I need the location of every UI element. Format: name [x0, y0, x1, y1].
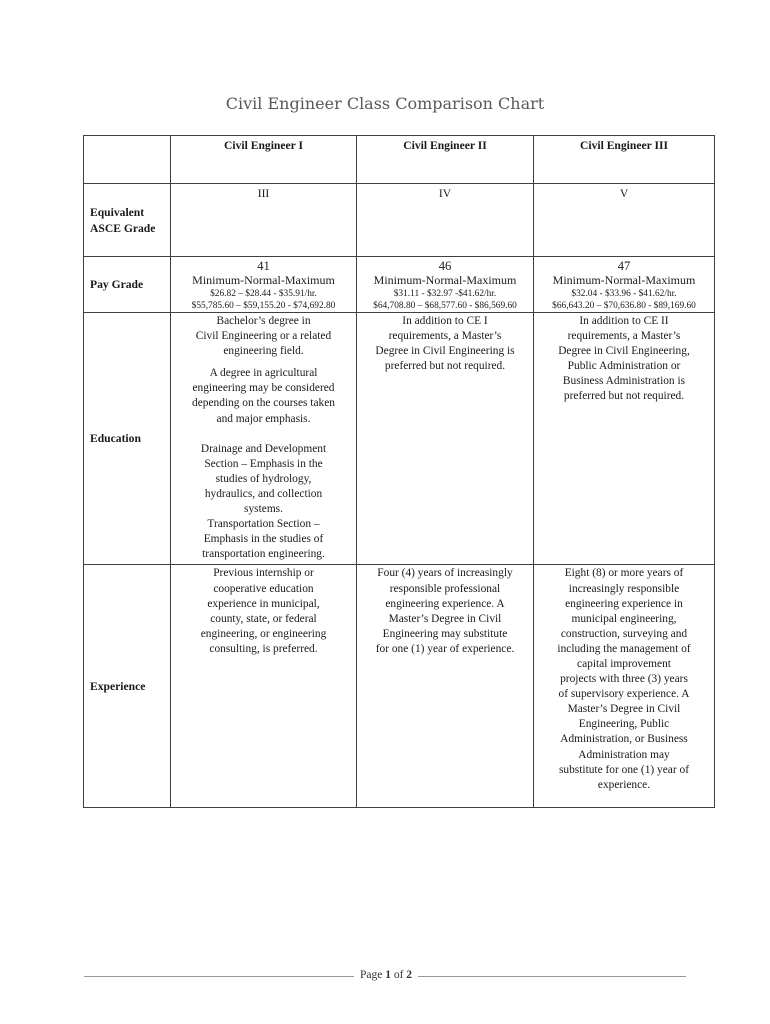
education-row — [84, 313, 715, 565]
education-cell-ce1 — [171, 313, 357, 565]
text-line: experience in municipal, — [207, 597, 320, 610]
pay-hourly-range: $32.04 - $33.96 - $41.62/hr. — [571, 289, 677, 299]
row-label-asce-grade — [84, 184, 171, 257]
text-line: preferred but not required. — [563, 390, 685, 403]
text-line: Civil Engineering or a related — [195, 330, 332, 343]
education-paragraph — [176, 517, 351, 562]
asce-grade-row — [84, 184, 715, 257]
pay-grade-row — [84, 257, 715, 313]
column-header-ce3: Civil Engineer III — [534, 136, 715, 184]
text-line: Previous internship or — [213, 567, 314, 580]
experience-cell-ce2 — [357, 565, 534, 808]
current-page-number: 1 — [385, 969, 391, 981]
education-cell-ce2 — [357, 313, 534, 565]
experience-row — [84, 565, 715, 808]
text-line: Master’s Degree in Civil — [388, 612, 502, 625]
header-empty-cell — [84, 136, 171, 184]
pay-hourly-range: $31.11 - $32.97 -$41.62/hr. — [393, 289, 497, 299]
pay-grade-number: 47 — [617, 259, 631, 273]
text-line: engineering, or engineering — [200, 627, 327, 640]
header-row — [84, 136, 715, 184]
text-line: In addition to CE I — [402, 315, 488, 327]
text-line: consulting, is preferred. — [209, 642, 318, 655]
education-paragraph — [176, 314, 351, 359]
text-line: capital improvement — [577, 657, 671, 670]
text-line: Degree in Civil Engineering, — [558, 345, 690, 358]
text-line: systems. — [244, 503, 283, 516]
text-line: engineering experience in — [565, 597, 683, 610]
row-label-experience: Experience — [84, 565, 171, 808]
asce-grade-ce2: IV — [357, 184, 534, 257]
text-line: projects with three (3) years — [560, 673, 688, 686]
education-paragraph — [176, 366, 351, 426]
text-line: Emphasis in the studies of — [203, 533, 324, 546]
text-line: Degree in Civil Engineering is — [375, 345, 515, 358]
text-line: responsible professional — [389, 582, 501, 595]
text-line: Engineering, Public — [578, 718, 670, 731]
text-line: A degree in agricultural — [209, 367, 318, 380]
column-header-ce2: Civil Engineer II — [357, 136, 534, 184]
page-word: Page — [359, 969, 383, 981]
of-word: of — [393, 969, 404, 981]
row-label-pay-grade: Pay Grade — [84, 257, 171, 313]
text-line: substitute for one (1) year of — [558, 763, 689, 776]
text-line: construction, surveying and — [560, 627, 688, 640]
pay-annual-range: $64,708.80 – $68,577.60 - $86,569.60 — [373, 301, 517, 311]
column-header-ce1: Civil Engineer I — [171, 136, 357, 184]
text-line: preferred but not required. — [384, 360, 506, 373]
text-line: engineering may be considered — [192, 382, 335, 395]
text-line: transportation engineering. — [202, 548, 325, 561]
text-line: engineering experience. A — [385, 597, 505, 610]
text-line: studies of hydrology, — [215, 472, 312, 485]
text-line: Section – Emphasis in the — [204, 457, 323, 470]
asce-label-line: Equivalent — [90, 206, 145, 219]
text-line: increasingly responsible — [568, 582, 680, 595]
text-line: Bachelor’s degree in — [216, 315, 311, 327]
asce-grade-ce1: III — [171, 184, 357, 257]
text-line: Transportation Section – — [207, 518, 320, 531]
text-line: experience. — [597, 778, 651, 791]
asce-label-line: ASCE Grade — [90, 222, 156, 235]
pay-cell-ce1 — [171, 257, 357, 313]
pay-grade-number: 41 — [257, 259, 270, 273]
education-paragraph — [176, 442, 351, 517]
text-line: Eight (8) or more years of — [564, 567, 684, 580]
pay-range-label: Minimum-Normal-Maximum — [373, 273, 517, 287]
document-title: Civil Engineer Class Comparison Chart — [225, 94, 545, 113]
pay-annual-range: $55,785.60 – $59,155.20 - $74,692.80 — [191, 301, 336, 311]
text-line: In addition to CE II — [579, 315, 669, 327]
text-line: requirements, a Master’s — [388, 330, 502, 343]
asce-grade-ce3: V — [534, 184, 715, 257]
experience-cell-ce3 — [534, 565, 715, 808]
text-line: county, state, or federal — [210, 612, 317, 625]
pay-cell-ce3 — [534, 257, 715, 313]
text-line: Administration may — [578, 748, 670, 761]
text-line: Engineering may substitute — [382, 627, 508, 640]
text-line: and major emphasis. — [216, 412, 311, 425]
footer-rule-right — [418, 976, 686, 977]
text-line: hydraulics, and collection — [204, 487, 323, 500]
pay-annual-range: $66,643.20 – $70,636.80 - $89,169.60 — [552, 301, 696, 311]
text-line: Public Administration or — [567, 360, 681, 373]
comparison-table — [83, 135, 715, 808]
text-line: including the management of — [557, 642, 691, 655]
text-line: requirements, a Master’s — [567, 330, 681, 343]
education-cell-ce3 — [534, 313, 715, 565]
text-line: cooperative education — [213, 582, 314, 595]
page-indicator — [354, 969, 418, 981]
text-line: Four (4) years of increasingly — [377, 567, 513, 580]
total-pages-number: 2 — [406, 969, 413, 981]
row-label-education: Education — [84, 313, 171, 565]
text-line: Business Administration is — [562, 375, 686, 388]
text-line: depending on the courses taken — [192, 397, 335, 410]
text-line: of supervisory experience. A — [558, 688, 690, 701]
text-line: Drainage and Development — [200, 442, 327, 455]
pay-range-label: Minimum-Normal-Maximum — [552, 273, 696, 287]
pay-grade-number: 46 — [438, 259, 452, 273]
pay-range-label: Minimum-Normal-Maximum — [192, 273, 335, 287]
text-line: for one (1) year of experience. — [375, 642, 515, 655]
text-line: engineering field. — [223, 345, 304, 358]
footer-rule-left — [84, 976, 354, 977]
pay-hourly-range: $26.82 – $28.44 - $35.91/hr. — [210, 289, 317, 299]
text-line: municipal engineering, — [571, 612, 677, 625]
experience-cell-ce1 — [171, 565, 357, 808]
pay-cell-ce2 — [357, 257, 534, 313]
text-line: Master’s Degree in Civil — [567, 703, 681, 716]
text-line: Administration, or Business — [560, 733, 688, 746]
